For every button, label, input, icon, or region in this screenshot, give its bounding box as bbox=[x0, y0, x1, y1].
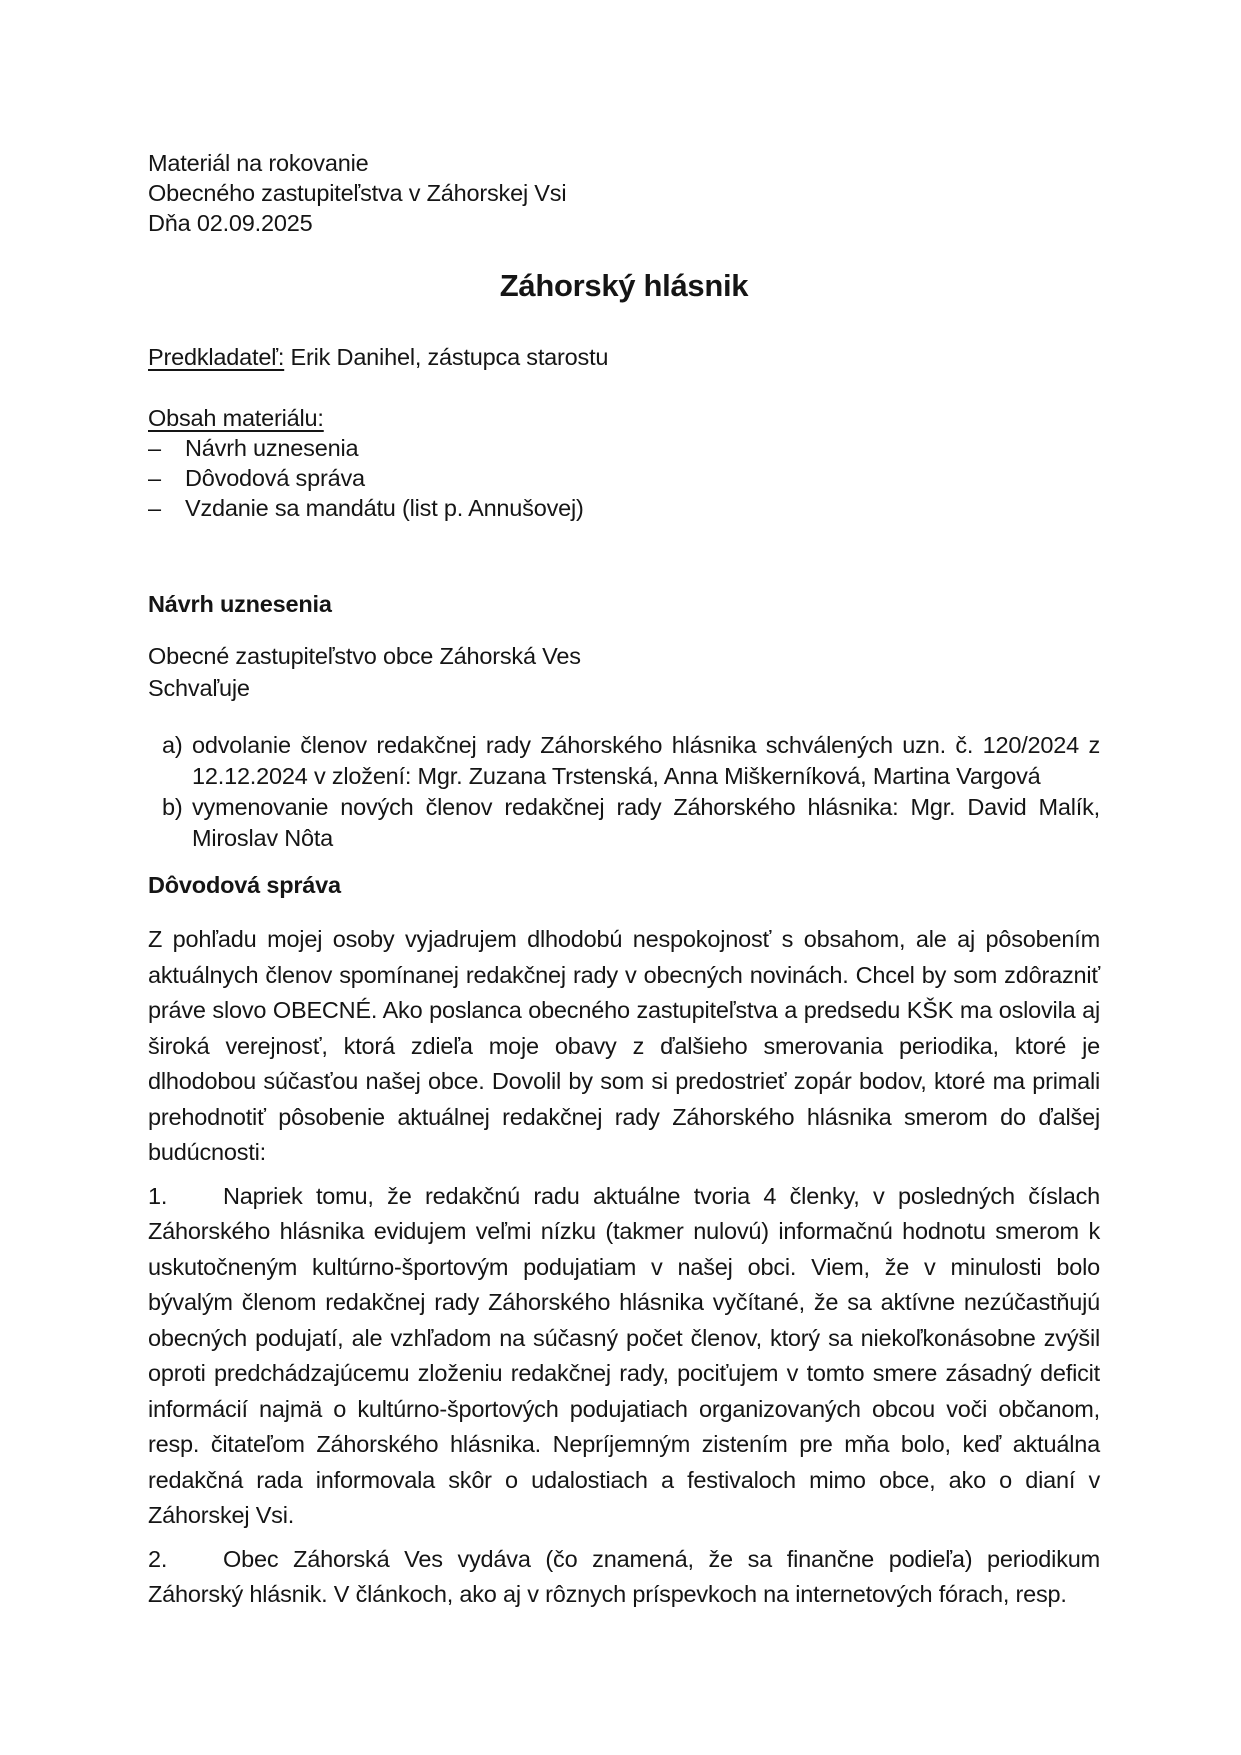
document-title: Záhorský hlásnik bbox=[499, 268, 749, 303]
list-item bbox=[148, 493, 1100, 523]
contents-item-label: Dôvodová správa bbox=[185, 465, 365, 491]
dash-bullet: – bbox=[148, 435, 161, 461]
submitter-line bbox=[148, 342, 1100, 372]
header-line-date: Dňa 02.09.2025 bbox=[148, 210, 313, 236]
submitter-value: Erik Danihel, zástupca starostu bbox=[290, 344, 609, 370]
paragraph-number: 1. bbox=[148, 1182, 168, 1209]
numbered-paragraph-1 bbox=[148, 1179, 1100, 1534]
item-text: vymenovanie nových členov redakčnej rady Záhorského hlásnika: Mgr. David Malík, Miroslav Nôta bbox=[192, 794, 1100, 851]
resolution-heading: Návrh uznesenia bbox=[148, 591, 332, 617]
paragraph-number: 2. bbox=[148, 1545, 168, 1572]
resolution-intro-line-approves: Schvaľuje bbox=[148, 675, 250, 701]
item-text: odvolanie členov redakčnej rady Záhorského hlásnika schválených uzn. č. 120/2024 z 12.12.2024 v zložení: Mgr. Zuzana Trstenská, Anna Miškerníková, Martina Vargová bbox=[192, 732, 1100, 789]
resolution-list bbox=[148, 730, 1100, 854]
resolution-intro bbox=[148, 640, 1100, 704]
contents-heading-label: Obsah materiálu: bbox=[148, 405, 324, 431]
numbered-paragraph-2 bbox=[148, 1542, 1100, 1613]
dash-bullet: – bbox=[148, 495, 161, 521]
report-heading: Dôvodová správa bbox=[148, 872, 341, 898]
list-item bbox=[148, 463, 1100, 493]
report-intro-paragraph: Z pohľadu mojej osoby vyjadrujem dlhodobú nespokojnosť s obsahom, ale aj pôsobením aktuálnych členov spomínanej redakčnej rady v obecných novinách. Chcel by som zdôrazniť práve slovo OBECNÉ. Ako poslanca obecného zastupiteľstva a predsedu KŠK ma oslovila aj široká verejnosť, ktorá zdieľa moje obavy z ďalšieho smerovania periodika, ktoré je dlhodobou súčasťou našej obce. Dovolil by som si predostrieť zopár bodov, ktoré ma primali prehodnotiť pôsobenie aktuálnej redakčnej rady Záhorského hlásnika smerom do ďalšej budúcnosti: bbox=[148, 926, 1100, 1165]
resolution-intro-line-council: Obecné zastupiteľstvo obce Záhorská Ves bbox=[148, 643, 581, 669]
header-line-material: Materiál na rokovanie bbox=[148, 150, 369, 176]
contents-item-label: Vzdanie sa mandátu (list p. Annušovej) bbox=[185, 495, 584, 521]
submitter-label: Predkladateľ: bbox=[148, 344, 285, 370]
contents-list bbox=[148, 433, 1100, 523]
paragraph-text: Obec Záhorská Ves vydáva (čo znamená, že sa finančne podieľa) periodikum Záhorský hlásnik. V článkoch, ako aj v rôznych príspevkoch na internetových fórach, resp. bbox=[148, 1545, 1100, 1607]
item-marker: b) bbox=[162, 794, 183, 820]
paragraph-text: Napriek tomu, že redakčnú radu aktuálne tvoria 4 členky, v posledných číslach Záhorského hlásnika evidujem veľmi nízku (takmer nulovú) informačnú hodnotu smerom k uskutočneným kultúrno-športovým podujatiam v našej obci. Viem, že v minulosti bolo bývalým členom redakčnej rady Záhorského hlásnika vyčítané, že sa aktívne nezúčastňujú obecných podujatí, ale vzhľadom na súčasný počet členov, ktorý sa niekoľkonásobne zvýšil oproti predchádzajúcemu zloženiu redakčnej rady, pociťujem v tomto smere zásadný deficit informácií najmä o kultúrno-športových podujatiach organizovaných obcou voči občanom, resp. čitateľom Záhorského hlásnika. Nepríjemným zistením pre mňa bolo, keď aktuálna redakčná rada informovala skôr o udalostiach a festivaloch mimo obce, ako o dianí v Záhorskej Vsi. bbox=[148, 1182, 1100, 1528]
list-item bbox=[148, 433, 1100, 463]
resolution-item-b bbox=[148, 792, 1100, 854]
contents-heading bbox=[148, 403, 1100, 433]
header-block bbox=[148, 148, 1100, 238]
resolution-item-a bbox=[148, 730, 1100, 792]
contents-item-label: Návrh uznesenia bbox=[185, 435, 359, 461]
dash-bullet: – bbox=[148, 465, 161, 491]
item-marker: a) bbox=[162, 732, 183, 758]
header-line-council: Obecného zastupiteľstva v Záhorskej Vsi bbox=[148, 180, 567, 206]
